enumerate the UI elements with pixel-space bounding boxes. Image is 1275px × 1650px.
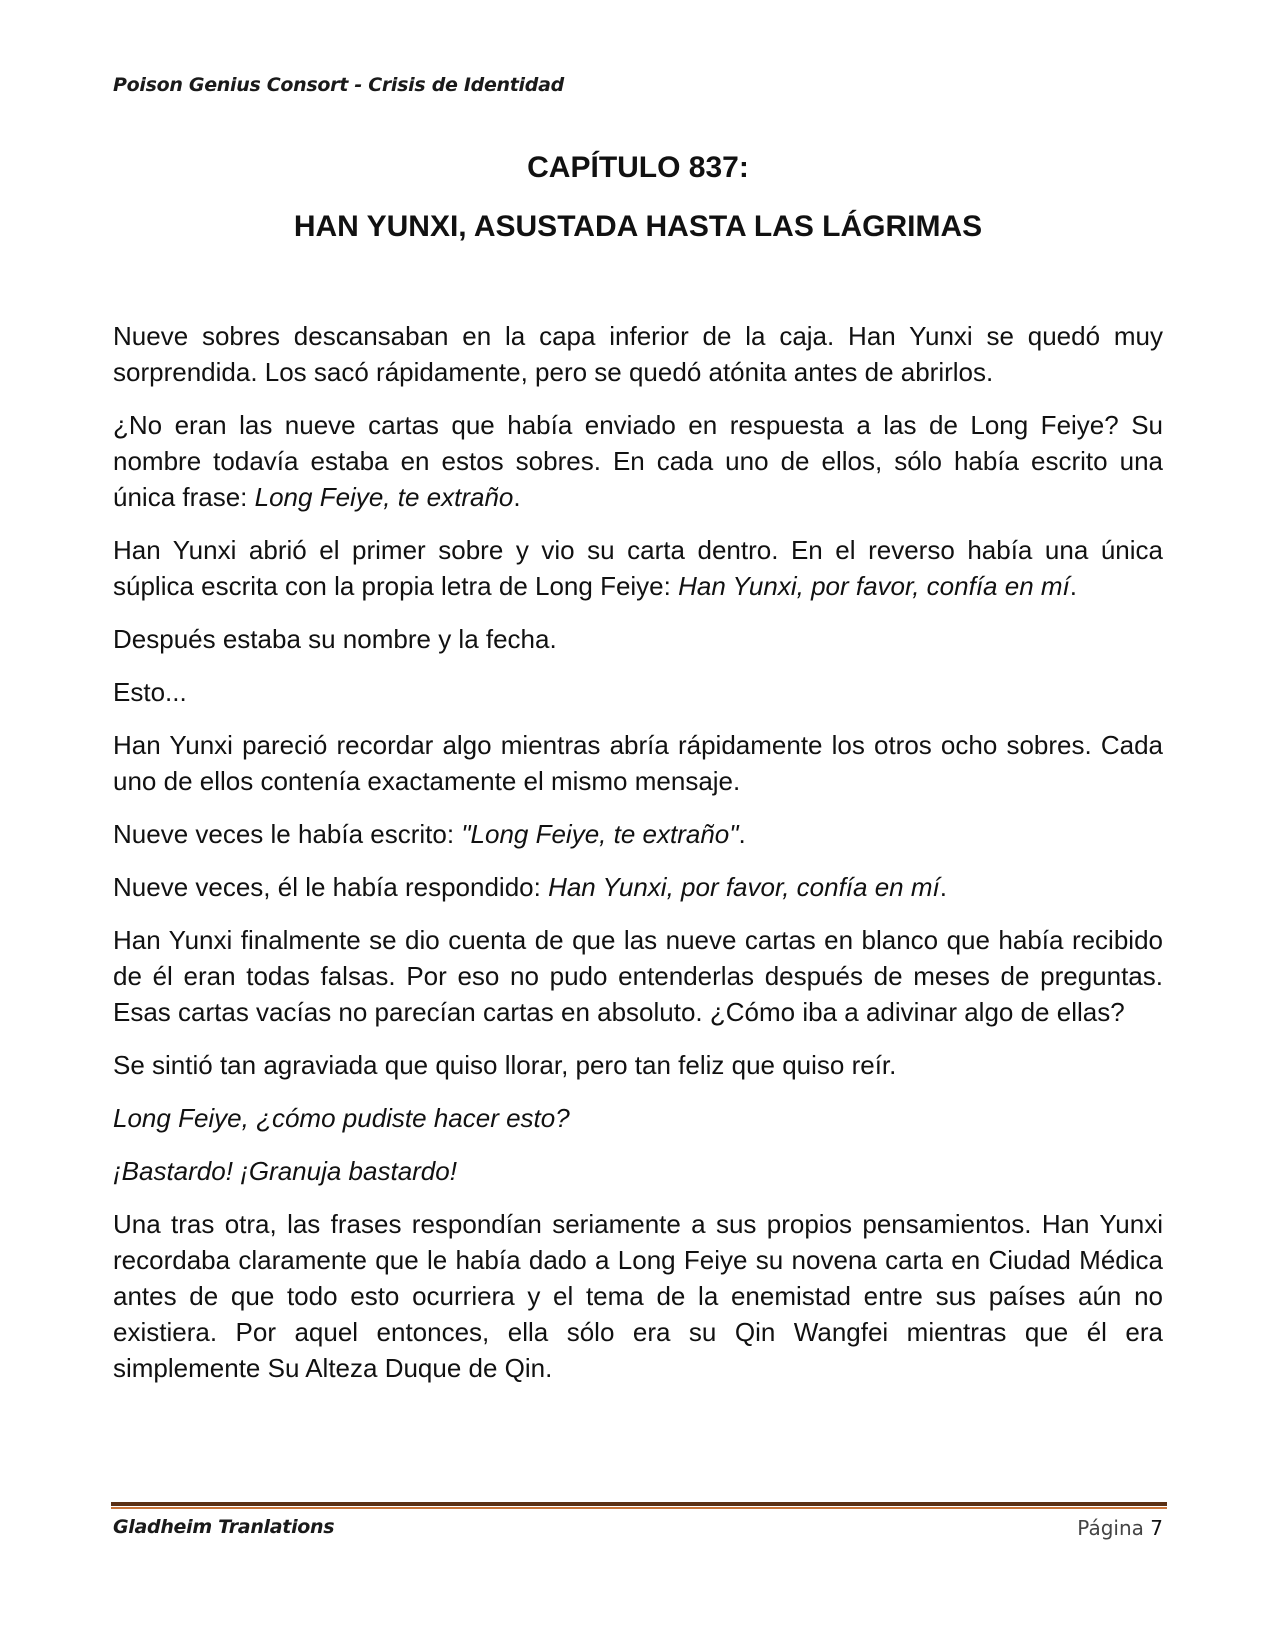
paragraph [113, 816, 1163, 852]
chapter-title: HAN YUNXI, ASUSTADA HASTA LAS LÁGRIMAS [293, 210, 983, 243]
text-run: . [1069, 571, 1077, 601]
paragraph [113, 532, 1163, 604]
paragraph [113, 1047, 1163, 1083]
text-run: Nueve veces le había escrito: [113, 819, 462, 849]
running-header: Poison Genius Consort - Crisis de Identidad [113, 74, 564, 96]
paragraph [113, 727, 1163, 799]
page-number: 7 [1150, 1516, 1163, 1540]
text-run: Nueve sobres descansaban en la capa inferior de la caja. Han Yunxi se quedó muy sorprendida. Los sacó rápidamente, pero se quedó atónita antes de abrirlos. [113, 321, 1163, 387]
text-run: . [738, 819, 746, 849]
chapter-number: CAPÍTULO 837: [527, 151, 749, 184]
text-run: ¿No eran las nueve cartas que había enviado en respuesta a las de Long Feiye? Su nombre todavía estaba en estos sobres. En cada uno de ellos, sólo había escrito una única frase: [113, 410, 1163, 512]
text-run: Esto... [113, 677, 187, 707]
text-run: . [939, 872, 947, 902]
page-label: Página [1077, 1516, 1144, 1540]
footer-publisher: Gladheim Tranlations [113, 1516, 335, 1538]
paragraph [113, 674, 1163, 710]
text-run: Han Yunxi finalmente se dio cuenta de que las nueve cartas en blanco que había recibido de él eran todas falsas. Por eso no pudo entenderlas después de meses de preguntas. Esas cartas vacías no parecían cartas en absoluto. ¿Cómo iba a adivinar algo de ellas? [113, 925, 1163, 1027]
italic-text: Long Feiye, te extraño [254, 482, 514, 512]
chapter-body [113, 318, 1163, 1403]
text-run: . [513, 482, 521, 512]
paragraph [113, 922, 1163, 1030]
text-run: Nueve veces, él le había respondido: [113, 872, 549, 902]
italic-text: Long Feiye, ¿cómo pudiste hacer esto? [113, 1103, 570, 1133]
paragraph [113, 1206, 1163, 1386]
text-run: Han Yunxi abrió el primer sobre y vio su carta dentro. En el reverso había una única súplica escrita con la propia letra de Long Feiye: [113, 535, 1163, 601]
paragraph [113, 1153, 1163, 1189]
paragraph [113, 318, 1163, 390]
paragraph [113, 1100, 1163, 1136]
italic-text: Han Yunxi, por favor, confía en mí [548, 872, 940, 902]
paragraph [113, 407, 1163, 515]
page-number-block [1077, 1516, 1163, 1540]
paragraph [113, 621, 1163, 657]
italic-text: "Long Feiye, te extraño" [461, 819, 739, 849]
italic-text: ¡Bastardo! ¡Granuja bastardo! [113, 1156, 457, 1186]
text-run: Han Yunxi pareció recordar algo mientras abría rápidamente los otros ocho sobres. Cada uno de ellos contenía exactamente el mismo mensaje. [113, 730, 1163, 796]
italic-text: Han Yunxi, por favor, confía en mí [678, 571, 1070, 601]
text-run: Se sintió tan agraviada que quiso llorar, pero tan feliz que quiso reír. [113, 1050, 897, 1080]
text-run: Después estaba su nombre y la fecha. [113, 624, 557, 654]
text-run: Una tras otra, las frases respondían seriamente a sus propios pensamientos. Han Yunxi recordaba claramente que le había dado a Long Feiye su novena carta en Ciudad Médica antes de que todo esto ocurriera y el tema de la enemistad entre sus países aún no existiera. Por aquel entonces, ella sólo era su Qin Wangfei mientras que él era simplemente Su Alteza Duque de Qin. [113, 1209, 1163, 1383]
paragraph [113, 869, 1163, 905]
